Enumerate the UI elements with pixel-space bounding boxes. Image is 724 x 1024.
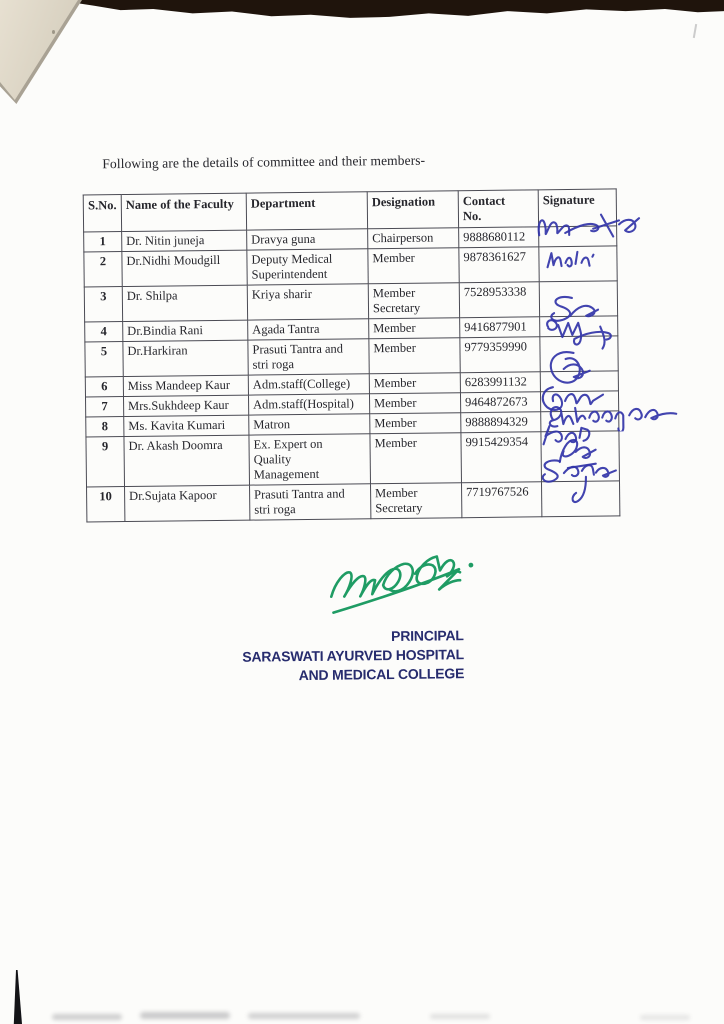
- col-header-department: Department: [246, 192, 367, 230]
- cell-department: Deputy Medical Superintendent: [247, 249, 368, 285]
- signature-scribble-row1: [535, 208, 643, 245]
- cell-designation: Member Secretary: [368, 283, 459, 319]
- col-header-signature: Signature: [538, 189, 616, 227]
- cell-contact: 9779359990: [460, 337, 540, 373]
- col-header-contact-label: Contact No.: [462, 193, 506, 224]
- cell-name: Dr. Shilpa: [122, 285, 247, 321]
- principal-stamp: [232, 626, 465, 686]
- cell-contact: 9888894329: [461, 412, 541, 433]
- cell-designation: Member: [368, 248, 459, 284]
- cell-department: Dravya guna: [247, 229, 368, 250]
- cell-sno: 1: [84, 232, 122, 252]
- cell-contact: 6283991132: [460, 372, 540, 393]
- col-header-designation: Designation: [367, 191, 458, 229]
- cell-department: Agada Tantra: [248, 319, 369, 340]
- cell-department: Adm.staff(College): [248, 374, 369, 395]
- stamp-org-line2: AND MEDICAL COLLEGE: [298, 665, 465, 684]
- cell-contact: 7528953338: [459, 282, 539, 318]
- cell-designation: Chairperson: [368, 228, 459, 249]
- col-header-name: Name of the Faculty: [121, 193, 246, 231]
- cell-sno: 6: [85, 377, 123, 397]
- stamp-title: PRINCIPAL: [391, 627, 464, 645]
- cell-department: Prasuti Tantra and stri roga: [250, 484, 371, 520]
- cell-name: Dr.Bindia Rani: [123, 320, 248, 341]
- cell-designation: Member: [369, 393, 460, 414]
- table-row: [84, 281, 617, 322]
- cell-contact: 9915429354: [461, 432, 542, 483]
- cell-contact: 9888680112: [459, 227, 539, 248]
- cell-sno: 8: [86, 417, 124, 437]
- cell-department: Matron: [249, 414, 370, 435]
- table-row: [85, 336, 618, 377]
- committee-table-area: [83, 188, 620, 522]
- cell-contact: 7719767526: [461, 482, 541, 518]
- cell-name: Dr.Sujata Kapoor: [125, 485, 250, 521]
- table-row: [84, 246, 617, 287]
- cell-name: Miss Mandeep Kaur: [123, 375, 248, 396]
- cell-contact: 9416877901: [460, 317, 540, 338]
- col-header-sno: S.No.: [83, 195, 121, 232]
- signature-scribble-row10: [538, 452, 623, 507]
- cell-designation: Member: [370, 433, 462, 484]
- signature-scribble-row2: [543, 245, 595, 274]
- cell-sno: 10: [87, 487, 125, 522]
- cell-contact: 9464872673: [460, 392, 540, 413]
- cell-name: Dr. Nitin juneja: [122, 230, 247, 251]
- cell-name: Dr. Akash Doomra: [124, 435, 250, 486]
- cell-department: Adm.staff(Hospital): [248, 394, 369, 415]
- stamp-org-line1: SARASWATI AYURVED HOSPITAL: [242, 646, 465, 665]
- cell-sno: 5: [85, 342, 123, 377]
- cell-name: Dr.Nidhi Moudgill: [122, 250, 247, 286]
- cell-name: Mrs.Sukhdeep Kaur: [123, 395, 248, 416]
- page-title: Following are the details of committee and their members-: [102, 152, 426, 172]
- cell-designation: Member: [370, 413, 461, 434]
- cell-sno: 3: [84, 287, 122, 322]
- cell-department: Prasuti Tantra and stri roga: [248, 339, 369, 375]
- cell-sno: 7: [85, 397, 123, 417]
- cell-department: Kriya sharir: [247, 284, 368, 320]
- cell-designation: Member: [369, 338, 460, 374]
- cell-sno: 9: [86, 437, 125, 487]
- signature-dot: [469, 563, 474, 568]
- cell-sno: 2: [84, 252, 122, 287]
- cell-name: Ms. Kavita Kumari: [124, 415, 249, 436]
- cell-name: Dr.Harkiran: [123, 340, 248, 376]
- principal-signature: [319, 543, 480, 629]
- cell-designation: Member: [369, 373, 460, 394]
- cell-sno: 4: [85, 322, 123, 342]
- cell-designation: Member Secretary: [371, 483, 462, 519]
- cell-designation: Member: [369, 318, 460, 339]
- col-header-contact: [458, 190, 538, 228]
- cell-department: Ex. Expert on Quality Management: [249, 434, 371, 485]
- cell-contact: 9878361627: [459, 247, 539, 283]
